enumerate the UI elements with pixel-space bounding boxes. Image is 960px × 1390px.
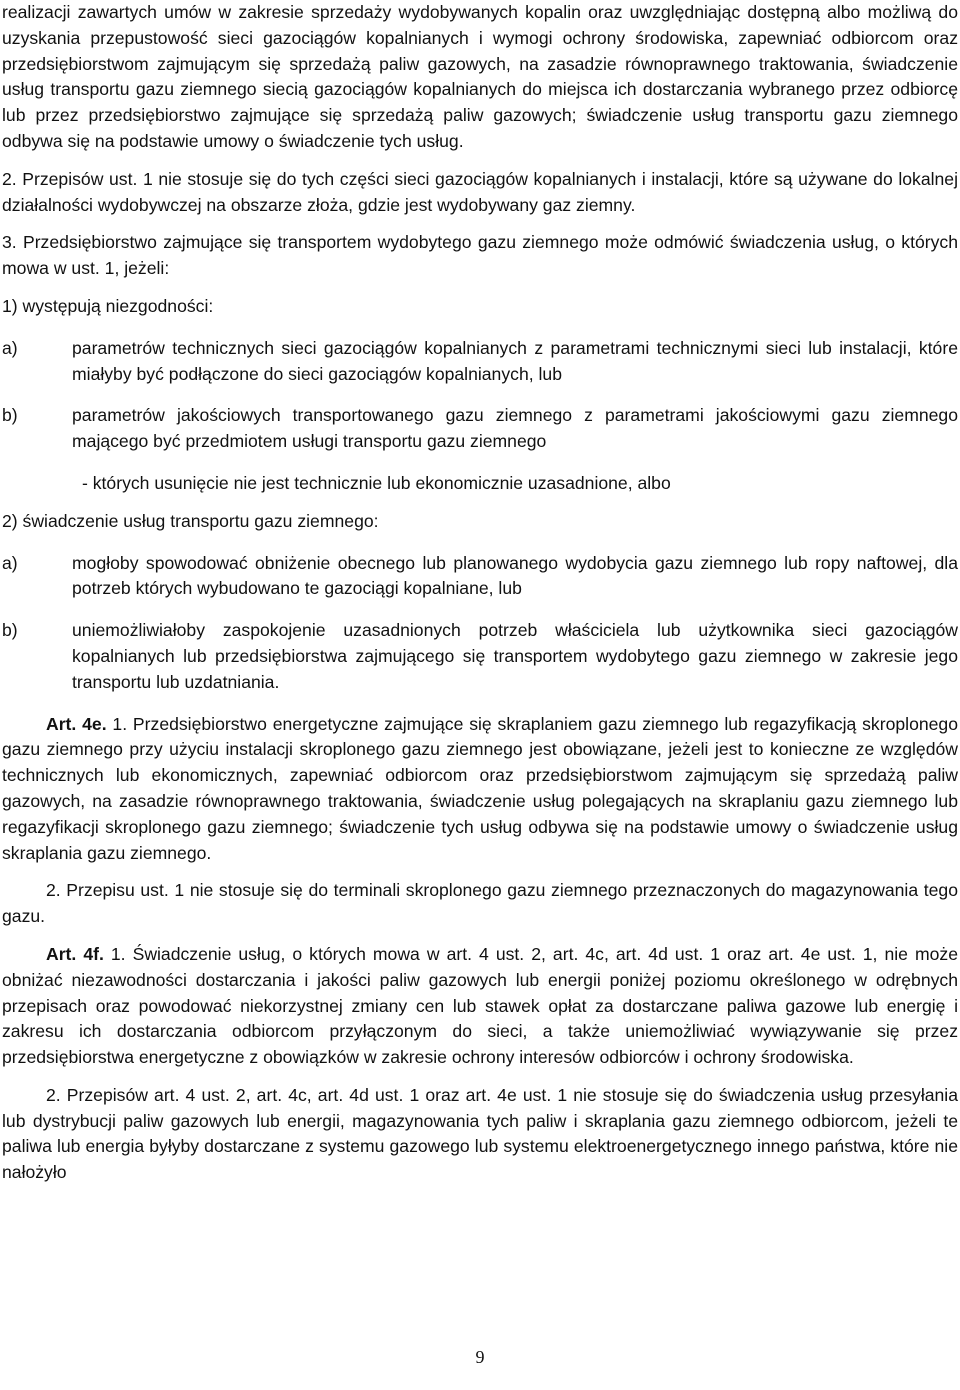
- article-text: 1. Świadczenie usług, o których mowa w art. 4 ust. 2, art. 4c, art. 4d ust. 1 oraz art. 4e ust. 1, nie może obniżać niezawodności dostarczania i jakości paliw gazowych lub energii poniżej poziomu określonego w odrębnych przepisach oraz powodować niekorzystnej zmiany cen lub stawek opłat za dostarczane paliwa gazowe lub energię i zakresu ich dostarczania odbiorcom przyłączonym do sieci, a także uniemożliwiać wywiązywanie się przez przedsiębiorstwa energetyczne z obowiązków w zakresie ochrony interesów odbiorców i ochrony środowiska.: [2, 943, 958, 1068]
- list-text: parametrów technicznych sieci gazociągów kopalnianych z parametrami technicznymi sieci lub instalacji, które miałyby być podłączone do sieci gazociągów kopalnianych, lub: [72, 337, 958, 384]
- list-marker: a): [2, 552, 18, 573]
- list-marker: a): [2, 337, 18, 358]
- article-4e-ust-2: 2. Przepisu ust. 1 nie stosuje się do terminali skroplonego gazu ziemnego przeznaczonych do magazynowania tego gazu.: [2, 880, 958, 927]
- list-text: parametrów jakościowych transportowanego gazu ziemnego z parametrami jakościowymi gazu ziemnego mającego być przedmiotem usługi transportu gazu ziemnego: [72, 405, 958, 452]
- list-marker: b): [2, 405, 18, 426]
- article-label: Art. 4f.: [46, 943, 104, 964]
- article-4f: [2, 942, 958, 1071]
- list-text: uniemożliwiałoby zaspokojenie uzasadnionych potrzeb właściciela lub użytkownika sieci gazociągów kopalnianych lub przedsiębiorstwa zajmującego się transportem wydobytego gazu ziemnego w zakresie jego transportu lub uzdatniania.: [72, 620, 958, 692]
- article-label: Art. 4e.: [46, 713, 107, 734]
- article-4f-ust-2: 2. Przepisów art. 4 ust. 2, art. 4c, art. 4d ust. 1 oraz art. 4e ust. 1 nie stosuje się do świadczenia usług przesyłania lub dystrybucji paliw gazowych lub energii, magazynowania tych paliw i skraplania gazu ziemnego odbiorcom, jeżeli te paliwa lub energia byłyby dostarczane z systemu gazowego lub systemu elektroenergetycznego innego państwa, które nie nałożyło: [2, 1084, 958, 1183]
- paragraph-ust-3: 3. Przedsiębiorstwo zajmujące się transportem wydobytego gazu ziemnego może odmówić świadczenia usług, o których mowa w ust. 1, jeżeli:: [2, 232, 958, 279]
- paragraph-continuation: realizacji zawartych umów w zakresie sprzedaży wydobywanych kopalin oraz uwzględniając dostępną albo możliwą do uzyskania przepustowość sieci gazociągów kopalnianych i wymogi ochrony środowiska, zapewniać odbiorcom oraz przedsiębiorstwom zajmującym się sprzedażą paliw gazowych, na zasadzie równoprawnego traktowania, świadczenie usług transportu gazu ziemnego siecią gazociągów kopalnianych do miejsca ich dostarczania wybranego przez odbiorcę lub przez przedsiębiorstwo zajmujące się sprzedażą paliw gazowych; świadczenie usług transportu gazu ziemnego odbywa się na podstawie umowy o świadczenie tych usług.: [2, 2, 958, 151]
- list-text: mogłoby spowodować obniżenie obecnego lub planowanego wydobycia gazu ziemnego lub ropy naftowej, dla potrzeb których wybudowano te gazociągi kopalniane, lub: [72, 552, 958, 599]
- list-marker: b): [2, 620, 18, 641]
- list-item-1: 1) występują niezgodności:: [2, 295, 214, 316]
- list-item-2a: [2, 551, 958, 603]
- page-number: 9: [475, 1347, 485, 1367]
- list-item-2: 2) świadczenie usług transportu gazu ziemnego:: [2, 510, 379, 531]
- dash-line: - których usunięcie nie jest technicznie lub ekonomicznie uzasadnione, albo: [82, 472, 671, 493]
- article-text: 1. Przedsiębiorstwo energetyczne zajmujące się skraplaniem gazu ziemnego lub regazyfikacją skroplonego gazu ziemnego przy użyciu instalacji skroplonego gazu ziemnego jest obowiązane, jeżeli jest to konieczne ze względów technicznych lub ekonomicznych, zapewniać odbiorcom oraz przedsiębiorstwom zajmującym się sprzedażą paliw gazowych, na zasadzie równoprawnego traktowania, świadczenie usług polegających na skraplaniu gazu ziemnego lub regazyfikacji skroplonego gazu ziemnego; świadczenie tych usług odbywa się na podstawie umowy o świadczenie usług skraplania gazu ziemnego.: [2, 713, 958, 863]
- article-4e: [2, 712, 958, 867]
- paragraph-ust-2: 2. Przepisów ust. 1 nie stosuje się do tych części sieci gazociągów kopalnianych i instalacji, które są używane do lokalnej działalności wydobywczej na obszarze złoża, gdzie jest wydobywany gaz ziemny.: [2, 168, 958, 215]
- list-item-1a: [2, 336, 958, 388]
- list-item-2b: [2, 618, 958, 695]
- list-item-1b: [2, 403, 958, 455]
